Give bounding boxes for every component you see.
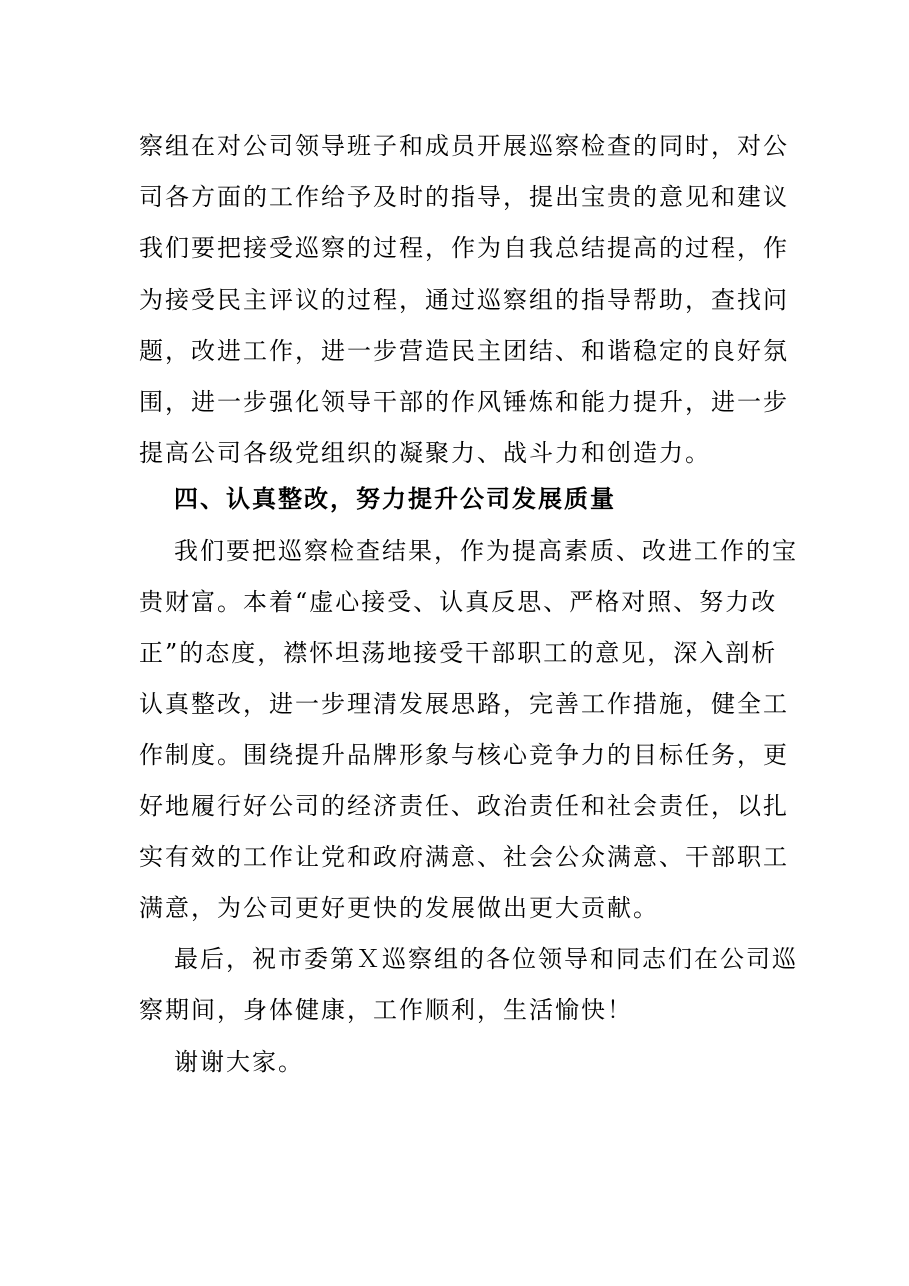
para3-line-1: 最后，祝市委第Ｘ巡察组的各位领导和同志们在公司巡	[174, 945, 798, 973]
para2-line-6: 好地履行好公司的经济责任、政治责任和社会责任，以扎	[139, 792, 789, 820]
para1-line-4: 为接受民主评议的过程，通过巡察组的指导帮助，查找问	[139, 286, 789, 314]
section-heading-4: 四、认真整改，努力提升公司发展质量	[174, 484, 616, 513]
para2-line-5: 作制度。围绕提升品牌形象与核心竞争力的目标任务，更	[139, 741, 789, 769]
para2-line-2: 贵财富。本着“虚心接受、认真反思、严格对照、努力改	[139, 588, 778, 616]
para2-line-4: 认真整改，进一步理清发展思路，完善工作措施，健全工	[139, 690, 789, 718]
para1-line-7: 提高公司各级党组织的凝聚力、战斗力和创造力。	[139, 439, 711, 467]
para2-line-1: 我们要把巡察检查结果，作为提高素质、改进工作的宝	[174, 537, 798, 565]
para3-line-2: 察期间，身体健康，工作顺利，生活愉快！	[139, 996, 633, 1024]
para1-line-6: 围，进一步强化领导干部的作风锤炼和能力提升，进一步	[139, 388, 789, 416]
para1-line-3: 我们要把接受巡察的过程，作为自我总结提高的过程，作	[139, 234, 789, 262]
para2-line-7: 实有效的工作让党和政府满意、社会公众满意、干部职工	[139, 843, 789, 871]
para1-line-5: 题，改进工作，进一步营造民主团结、和谐稳定的良好氛	[139, 337, 789, 365]
para2-line-8: 满意，为公司更好更快的发展做出更大贡献。	[139, 894, 659, 922]
para1-line-2: 司各方面的工作给予及时的指导，提出宝贵的意见和建议	[139, 183, 789, 211]
closing-text: 谢谢大家。	[174, 1048, 304, 1076]
para1-line-1: 察组在对公司领导班子和成员开展巡察检查的同时，对公	[139, 132, 789, 160]
para2-line-3: 正”的态度，襟怀坦荡地接受干部职工的意见，深入剖析	[139, 639, 778, 667]
